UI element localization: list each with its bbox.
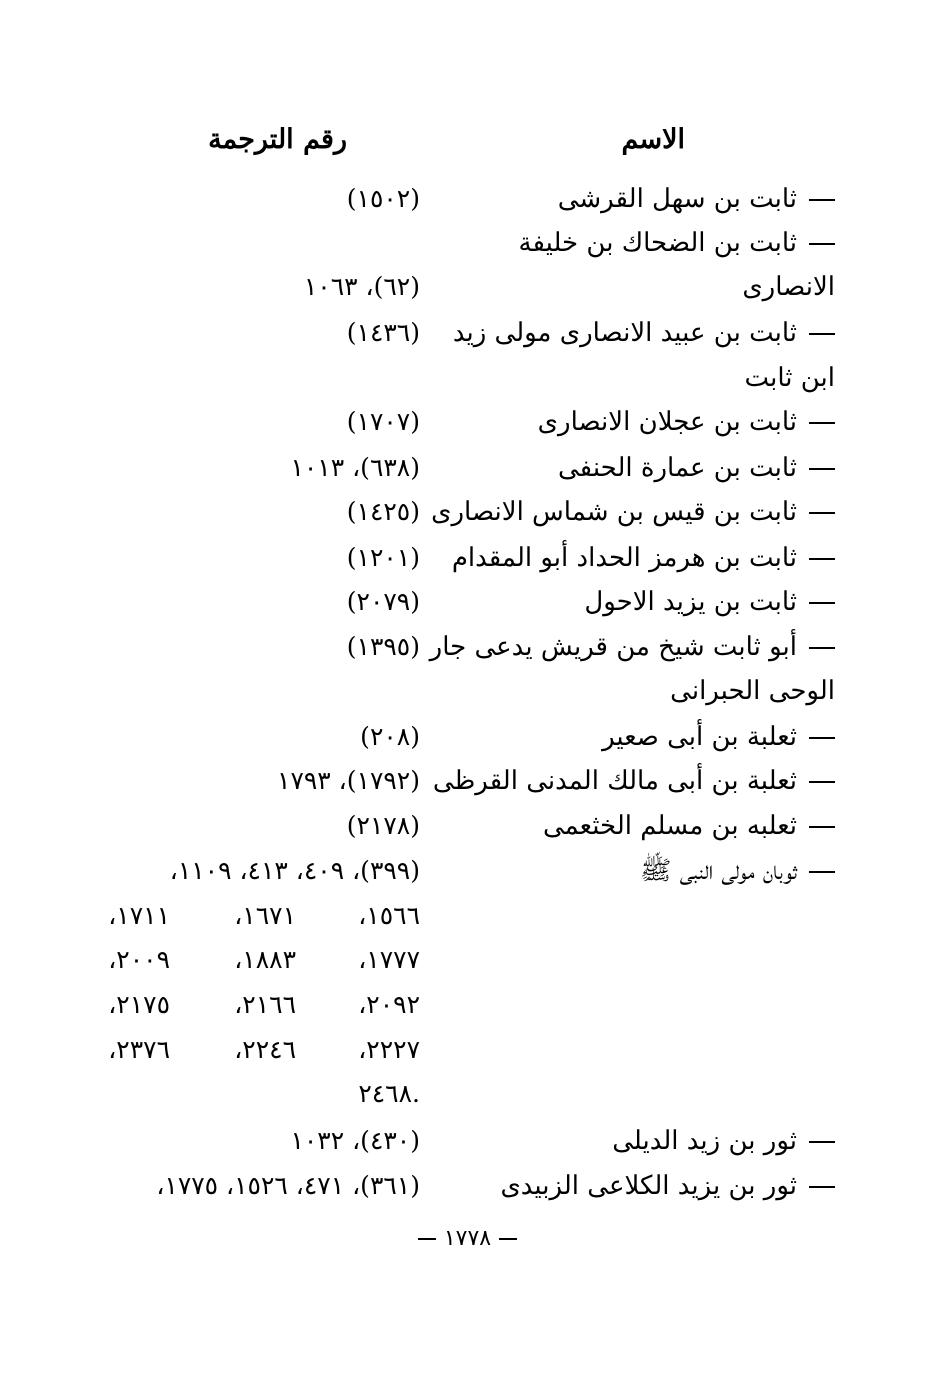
- name-column-header: الاسم: [621, 124, 685, 155]
- entry-name: ثابت بن الضحاك بن خليفة: [518, 228, 797, 258]
- entry-numbers: (٦٣٨)، ١٠١٣: [290, 453, 420, 482]
- entry-number: ٢٢٤٦،: [234, 1035, 296, 1064]
- entry-row: [0, 400, 935, 444]
- entry-number: ١٦٧١،: [234, 901, 296, 930]
- entry-row: [0, 669, 935, 713]
- entry-row: [0, 1119, 935, 1163]
- entry-numbers: (٣٩٩)، ٤٠٩، ٤١٣، ١١٠٩،: [169, 856, 420, 885]
- entry-dash: [809, 1141, 835, 1143]
- entry-row: [0, 265, 935, 309]
- entry-name-continued: الوحى الحبرانى: [670, 676, 835, 706]
- numbers-continuation-row: [80, 894, 420, 938]
- entry-name: ثعلبه بن مسلم الخثعمى: [542, 811, 797, 841]
- entry-row: [0, 804, 935, 848]
- entry-number: ٢١٦٦،: [234, 990, 296, 1019]
- entry-name: ثابت بن قيس بن شماس الانصارى: [431, 497, 797, 527]
- number-column-header: رقم الترجمة: [208, 124, 347, 155]
- entry-name: ثابت بن هرمز الحداد أبو المقدام: [451, 543, 797, 573]
- entry-dash: [809, 243, 835, 245]
- entry-row: [0, 490, 935, 534]
- entry-name: ثور بن يزيد الكلاعى الزبيدى: [500, 1171, 797, 1201]
- entry-number: ٢٠٩٢،: [358, 990, 420, 1019]
- entry-number: ١٥٦٦،: [358, 901, 420, 930]
- entry-numbers: (٢٠٨): [360, 722, 420, 751]
- entry-row: [0, 536, 935, 580]
- entry-number: ٢٢٢٧،: [358, 1035, 420, 1064]
- entry-row: [0, 759, 935, 803]
- numbers-continuation-row: [80, 1028, 420, 1072]
- entry-numbers: (١٥٠٢): [346, 184, 420, 213]
- entry-numbers: (٢٠٧٩): [346, 587, 420, 616]
- entry-dash: [809, 781, 835, 783]
- entry-dash: [809, 826, 835, 828]
- entry-name: ثعلبة بن أبى مالك المدنى القرظى: [432, 766, 797, 796]
- footer-dash: [418, 1238, 436, 1240]
- entry-number: ١٨٨٣،: [234, 945, 296, 974]
- entry-row: [0, 221, 935, 265]
- entry-numbers: (١٤٢٥): [346, 497, 420, 526]
- entry-dash: [809, 422, 835, 424]
- entry-dash: [809, 871, 835, 873]
- entry-numbers: (١٣٩٥): [346, 632, 420, 661]
- entry-numbers: (٣٦١)، ٤٧١، ١٥٢٦، ١٧٧٥،: [156, 1171, 420, 1200]
- entry-numbers: (١٤٣٦): [346, 318, 420, 347]
- entry-numbers: (١٧٩٢)، ١٧٩٣: [277, 766, 420, 795]
- entry-dash: [809, 558, 835, 560]
- entry-name: ثابت بن عبيد الانصارى مولى زيد: [452, 318, 797, 348]
- entry-number: ١٧١١،: [108, 901, 170, 930]
- entry-name: ثابت بن يزيد الاحول: [584, 587, 797, 617]
- entry-numbers: (١٢٠١): [346, 543, 420, 572]
- entry-name: أبو ثابت شيخ من قريش يدعى جار: [429, 632, 797, 662]
- entry-row: [0, 715, 935, 759]
- entry-name: ثوبان مولى النبى ﷺ: [639, 856, 797, 886]
- entry-row: [0, 356, 935, 400]
- entry-row: [0, 311, 935, 355]
- entry-dash: [809, 1186, 835, 1188]
- entry-name: ثعلبة بن أبى صعير: [602, 722, 797, 752]
- entry-name: ثابت بن سهل القرشى: [557, 184, 797, 214]
- entry-numbers: (٢١٧٨): [346, 811, 420, 840]
- entry-name-continued: ابن ثابت: [744, 363, 835, 393]
- entry-row: [0, 1164, 935, 1208]
- entry-numbers: (٦٢)، ١٠٦٣: [303, 272, 420, 301]
- numbers-continuation-row: [80, 983, 420, 1027]
- entry-dash: [809, 333, 835, 335]
- entry-dash: [809, 468, 835, 470]
- entry-numbers: (١٧٠٧): [346, 407, 420, 436]
- entry-number: ٢١٧٥،: [108, 990, 170, 1019]
- entry-row: [0, 580, 935, 624]
- entry-name: ثابت بن عمارة الحنفى: [558, 453, 797, 483]
- numbers-continuation-row: [80, 1072, 420, 1116]
- entry-row: [0, 177, 935, 221]
- page-number-value: ١٧٧٨: [443, 1226, 492, 1251]
- entry-number: ٢٣٧٦،: [108, 1035, 170, 1064]
- entry-dash: [809, 512, 835, 514]
- page-number: [0, 1226, 935, 1251]
- entry-dash: [809, 737, 835, 739]
- entry-row: [0, 446, 935, 490]
- entry-name: ثور بن زيد الديلى: [612, 1126, 797, 1156]
- entry-number: ١٧٧٧،: [358, 945, 420, 974]
- entry-number: ٢٠٠٩،: [108, 945, 170, 974]
- entry-name: ثابت بن عجلان الانصارى: [537, 407, 797, 437]
- entry-dash: [809, 647, 835, 649]
- entry-name-continued: الانصارى: [742, 272, 835, 302]
- entry-row: [0, 625, 935, 669]
- numbers-continuation-row: [80, 938, 420, 982]
- entry-number: .٢٤٦٨: [358, 1079, 420, 1108]
- entry-dash: [809, 602, 835, 604]
- entry-numbers: (٤٣٠)، ١٠٣٢: [290, 1126, 420, 1155]
- entry-dash: [809, 199, 835, 201]
- entry-row: [0, 849, 935, 893]
- footer-dash: [499, 1238, 517, 1240]
